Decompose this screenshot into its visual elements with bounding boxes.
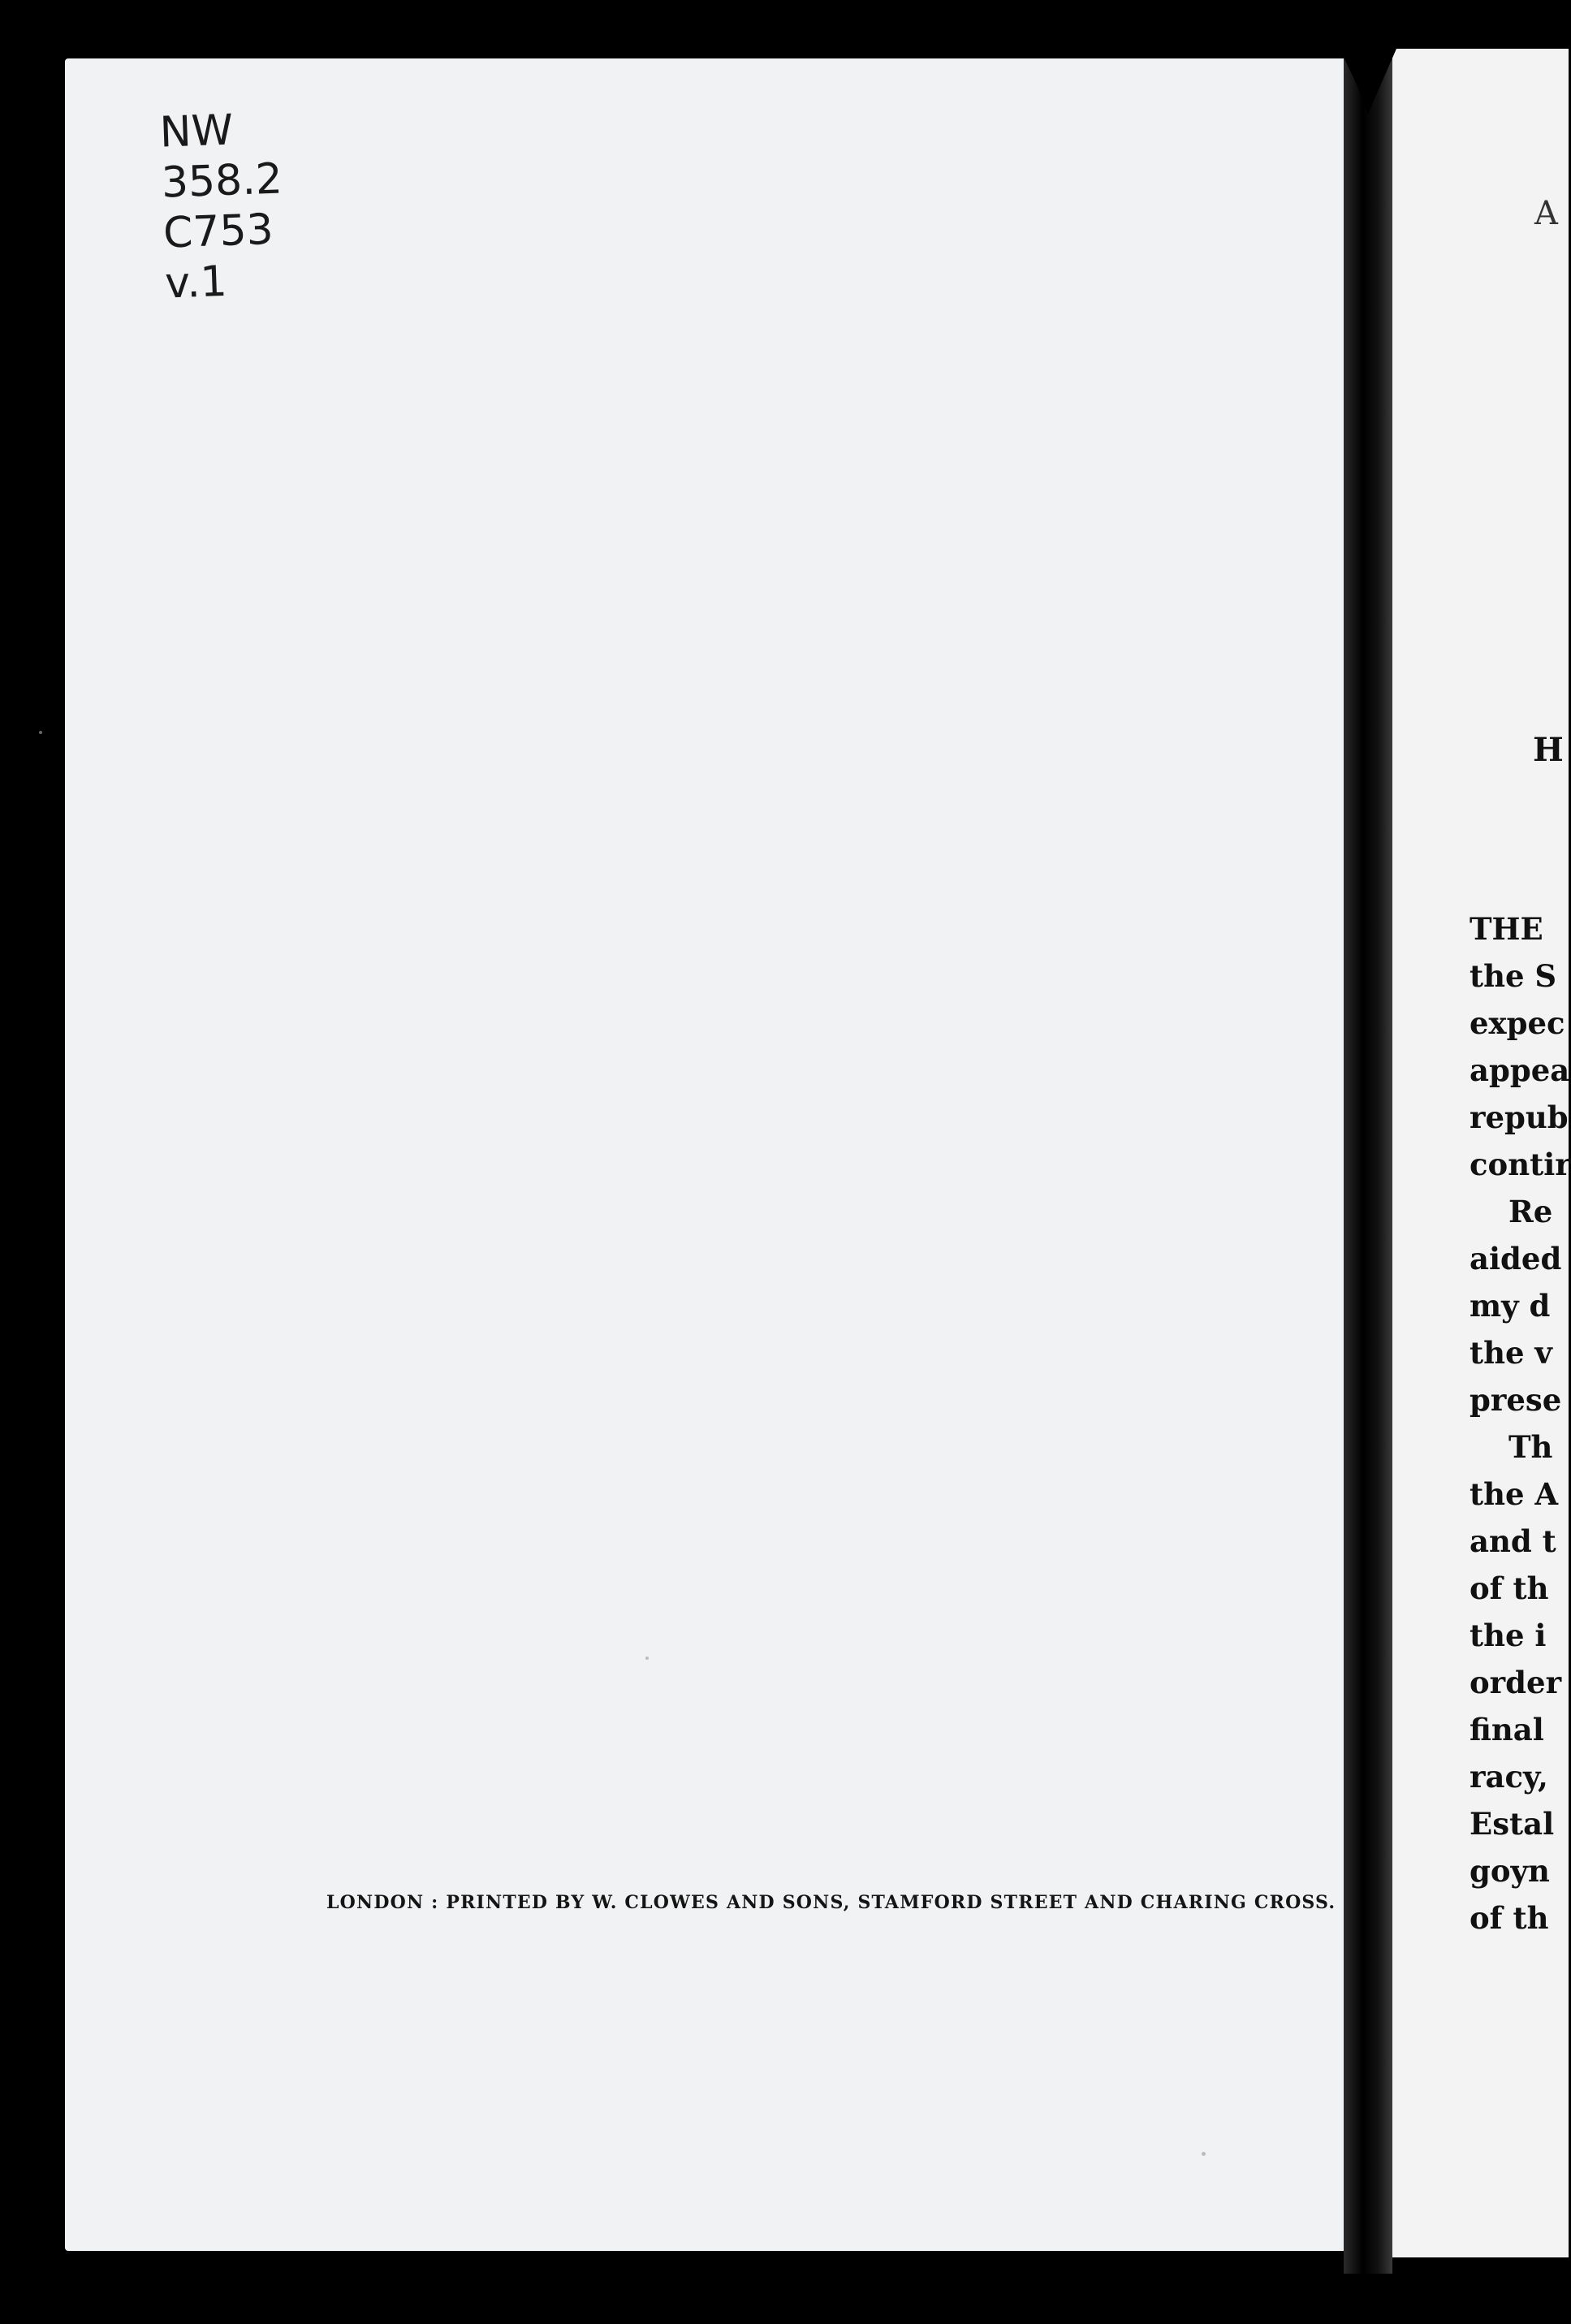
- text-line: goyn: [1470, 1853, 1550, 1889]
- text-line: my d: [1470, 1288, 1551, 1324]
- paper-speck: [39, 731, 42, 734]
- call-number-line: C753: [162, 205, 274, 258]
- text-line: aided: [1470, 1241, 1562, 1276]
- handwritten-call-number: [159, 103, 287, 309]
- text-line: the v: [1470, 1335, 1552, 1371]
- left-page: [65, 58, 1376, 2251]
- text-line: the A: [1470, 1476, 1559, 1512]
- call-number-line: v.1: [164, 257, 228, 309]
- right-page-heading-fragment: H: [1533, 731, 1564, 769]
- text-line: and t: [1470, 1523, 1556, 1559]
- text-line: of th: [1470, 1900, 1549, 1936]
- paper-speck: [1202, 2152, 1206, 2156]
- right-page-top-fragment: A: [1534, 195, 1558, 232]
- book-gutter: [1344, 49, 1392, 2274]
- text-line: the i: [1470, 1618, 1547, 1653]
- text-line: Th: [1508, 1429, 1553, 1465]
- text-line: final: [1470, 1712, 1544, 1747]
- call-number-line: NW: [158, 106, 235, 158]
- text-line: prese: [1470, 1382, 1562, 1418]
- text-line: Re: [1508, 1194, 1553, 1229]
- text-line: Estal: [1470, 1806, 1555, 1842]
- text-line: expec: [1470, 1005, 1565, 1041]
- call-number-line: 358.2: [160, 154, 283, 208]
- text-line: racy,: [1470, 1759, 1548, 1795]
- text-line: of th: [1470, 1570, 1549, 1606]
- paper-speck: [645, 1657, 649, 1660]
- text-line: the S: [1470, 958, 1557, 994]
- right-page-body-text: [1470, 905, 1571, 1942]
- text-line: repub: [1470, 1099, 1569, 1135]
- text-line: THE: [1470, 911, 1543, 947]
- text-line: order: [1470, 1665, 1562, 1700]
- printer-imprint: LONDON : PRINTED BY W. CLOWES AND SONS, STAMFORD STREET AND CHARING CROSS.: [326, 1892, 1336, 1913]
- text-line: contir: [1470, 1147, 1571, 1182]
- text-line: appea: [1470, 1052, 1570, 1088]
